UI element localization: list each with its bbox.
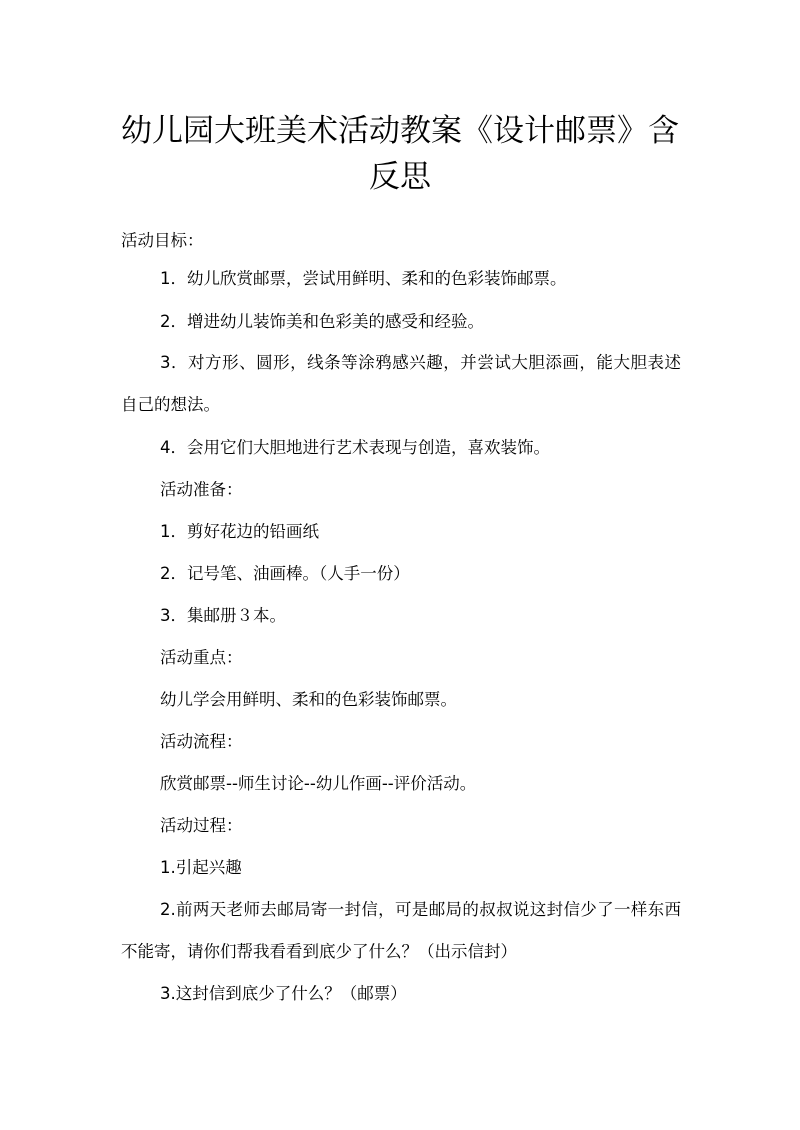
section-heading-flow: 活动流程： <box>160 732 243 751</box>
process-step-3: 3.这封信到底少了什么？（邮票） <box>160 984 407 1003</box>
section-heading-goals: 活动目标： <box>121 231 204 250</box>
section-heading-preparation: 活动准备： <box>160 480 243 499</box>
goal-item-1: 1．幼儿欣赏邮票，尝试用鲜明、柔和的色彩装饰邮票。 <box>160 269 567 288</box>
flow-text: 欣赏邮票--师生讨论--幼儿作画--评价活动。 <box>160 774 477 793</box>
preparation-item-3: 3．集邮册３本。 <box>160 606 286 625</box>
section-heading-process: 活动过程： <box>160 816 243 835</box>
process-step-1: 1.引起兴趣 <box>160 858 242 877</box>
preparation-item-2: 2．记号笔、油画棒。（人手一份） <box>160 564 410 583</box>
goal-item-4: 4．会用它们大胆地进行艺术表现与创造，喜欢装饰。 <box>160 438 550 457</box>
process-step-2: 2.前两天老师去邮局寄一封信，可是邮局的叔叔说这封信少了一样东西不能寄，请你们帮我看看到底少了什么？（出示信封） <box>121 900 681 961</box>
document-title: 幼儿园大班美术活动教案《设计邮票》含反思 <box>121 113 679 195</box>
focus-text: 幼儿学会用鲜明、柔和的色彩装饰邮票。 <box>160 690 457 709</box>
goal-item-2: 2．增进幼儿装饰美和色彩美的感受和经验。 <box>160 312 484 331</box>
section-heading-focus: 活动重点： <box>160 648 243 667</box>
preparation-item-1: 1．剪好花边的铅画纸 <box>160 522 319 541</box>
goal-item-3: 3．对方形、圆形，线条等涂鸦感兴趣，并尝试大胆添画，能大胆表述自己的想法。 <box>121 353 681 414</box>
